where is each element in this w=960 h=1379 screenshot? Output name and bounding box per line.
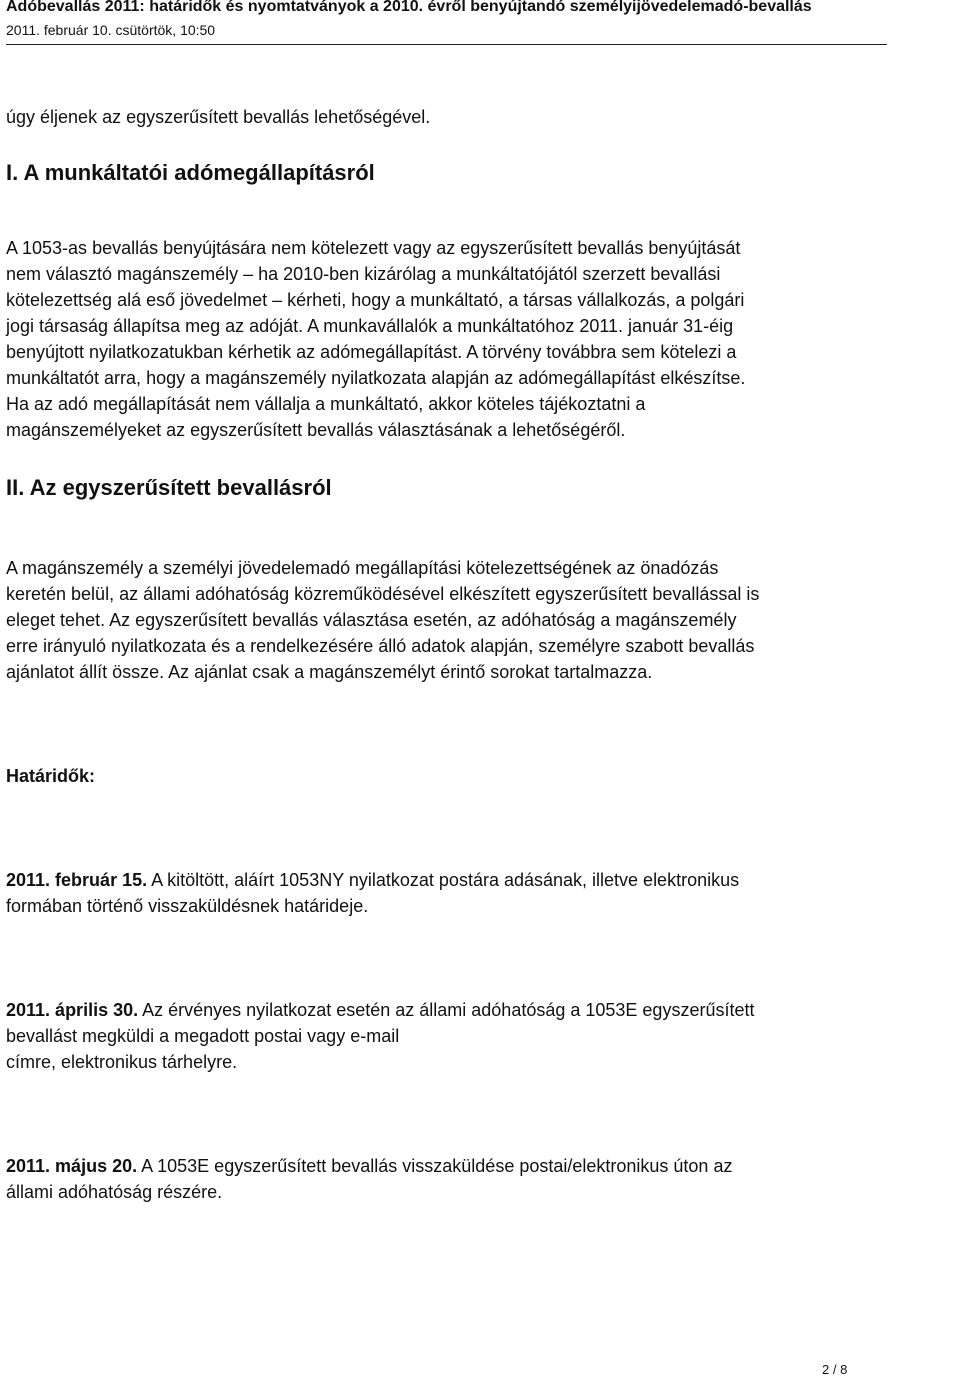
deadline-text: Az érvényes nyilatkozat esetén az állami adóhatóság a 1053E egyszerűsített	[138, 1000, 755, 1020]
text-line: formában történő visszaküldésnek határideje.	[6, 896, 369, 916]
text-line: címre, elektronikus tárhelyre.	[6, 1052, 238, 1072]
text-line: bevallást megküldi a megadott postai vagy e-mail	[6, 1026, 400, 1046]
text-line	[6, 867, 886, 893]
text-line	[6, 997, 886, 1023]
text-line: munkáltatót arra, hogy a magánszemély nyilatkozata alapján az adómegállapítást elkészítse.	[6, 368, 746, 388]
header-divider	[6, 44, 887, 45]
text-line: A magánszemély a személyi jövedelemadó megállapítási kötelezettségének az önadózás	[6, 558, 719, 578]
text-line: kötelezettség alá eső jövedelmet – kérheti, hogy a munkáltató, a társas vállalkozás, a polgári	[6, 290, 745, 310]
deadlines-heading: Határidők:	[6, 766, 96, 786]
text-line: erre irányuló nyilatkozata és a rendelkezésére álló adatok alapján, személyre szabott bevallás	[6, 636, 755, 656]
section-2-paragraph	[6, 555, 886, 685]
text-line: keretén belül, az állami adóhatóság közreműködésével elkészített egyszerűsített bevallással is	[6, 584, 760, 604]
page-number: 2 / 8	[822, 1362, 848, 1377]
text-line: úgy éljenek az egyszerűsített bevallás lehetőségével.	[6, 107, 431, 127]
text-line: állami adóhatóság részére.	[6, 1182, 223, 1202]
text-line: jogi társaság állapítsa meg az adóját. A munkavállalók a munkáltatóhoz 2011. január 31-éig	[6, 316, 734, 336]
deadline-text: A kitöltött, aláírt 1053NY nyilatkozat postára adásának, illetve elektronikus	[147, 870, 740, 890]
deadline-item	[6, 997, 886, 1075]
text-line: A 1053-as bevallás benyújtására nem kötelezett vagy az egyszerűsített bevallás benyújtását	[6, 238, 741, 258]
intro-paragraph	[6, 104, 886, 130]
section-1-paragraph	[6, 235, 886, 443]
text-line	[6, 1153, 886, 1179]
text-line: Ha az adó megállapítását nem vállalja a munkáltató, akkor köteles tájékoztatni a	[6, 394, 646, 414]
text-line: ajánlatot állít össze. Az ajánlat csak a magánszemélyt érintő sorokat tartalmazza.	[6, 662, 653, 682]
deadline-text: A 1053E egyszerűsített bevallás visszaküldése postai/elektronikus úton az	[137, 1156, 733, 1176]
deadline-date: 2011. április 30.	[6, 1000, 139, 1020]
deadline-date: 2011. május 20.	[6, 1156, 138, 1176]
deadline-item	[6, 867, 886, 919]
article-title: Adóbevallás 2011: határidők és nyomtatványok a 2010. évről benyújtandó személyijövedelemadó-bevallás	[6, 0, 812, 15]
section-2-heading: II. Az egyszerűsített bevallásról	[6, 475, 332, 500]
text-line: magánszemélyeket az egyszerűsített bevallás választásának a lehetőségéről.	[6, 420, 626, 440]
deadline-date: 2011. február 15.	[6, 870, 148, 890]
text-line: eleget tehet. Az egyszerűsített bevallás választása esetén, az adóhatóság a magánszemély	[6, 610, 737, 630]
article-date: 2011. február 10. csütörtök, 10:50	[6, 22, 216, 38]
text-line: nem választó magánszemély – ha 2010-ben kizárólag a munkáltatójától szerzett bevallási	[6, 264, 721, 284]
text-line: benyújtott nyilatkozatukban kérhetik az adómegállapítást. A törvény továbbra sem kötelezi a	[6, 342, 737, 362]
deadline-item	[6, 1153, 886, 1205]
section-1-heading: I. A munkáltatói adómegállapításról	[6, 160, 375, 185]
